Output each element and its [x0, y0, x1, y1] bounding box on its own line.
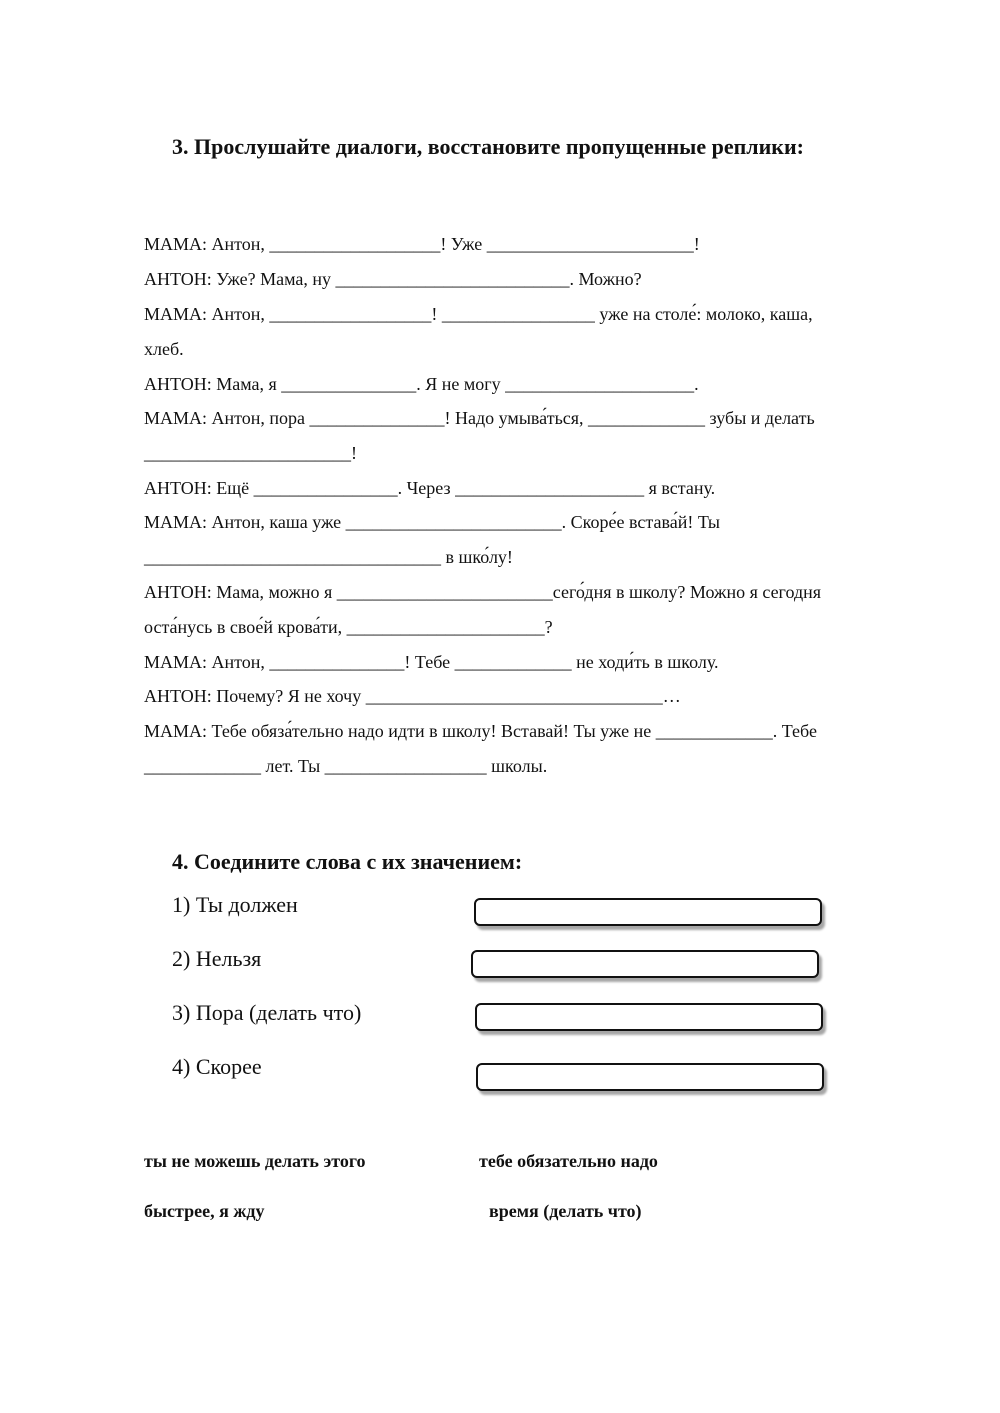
dialogue-line-8: АНТОН: Ещё ________________. Через _____________________ я встану. [144, 478, 716, 498]
match-item-2: 2) Нельзя [172, 946, 262, 971]
option-4[interactable]: время (делать что) [489, 1201, 642, 1221]
match-item-1: 1) Ты должен [172, 892, 298, 917]
match-item-3: 3) Пора (делать что) [172, 1000, 362, 1025]
dialogue-line-3: МАМА: Антон, __________________! _________________ уже на столе́: молоко, каша, [144, 304, 813, 324]
dialogue-line-15: МАМА: Тебе обяза́тельно надо идти в школу! Вставай! Ты уже не _____________. Тебе [144, 721, 817, 741]
dialogue-line-5: АНТОН: Мама, я _______________. Я не могу _____________________. [144, 374, 699, 394]
dialogue-line-7: _______________________! [144, 443, 357, 463]
task-4-heading: 4. Соедините слова с их значением: [172, 849, 523, 874]
dialogue-line-11: АНТОН: Мама, можно я ________________________сего́дня в школу? Можно я сегодня [144, 582, 822, 602]
dialogue-line-12: оста́нусь в свое́й крова́ти, ______________________? [144, 617, 553, 637]
answer-box-3[interactable] [475, 1003, 823, 1031]
dialogue-line-16: _____________ лет. Ты __________________ школы. [144, 756, 548, 776]
dialogue-line-10: _________________________________ в шко́лу! [144, 547, 513, 567]
dialogue-line-9: МАМА: Антон, каша уже ________________________. Скоре́е встава́й! Ты [144, 512, 721, 532]
answer-box-1[interactable] [474, 898, 822, 926]
option-3[interactable]: быстрее, я жду [144, 1201, 265, 1221]
dialogue-line-6: МАМА: Антон, пора _______________! Надо умыва́ться, _____________ зубы и делать [144, 408, 815, 428]
task-3-heading: 3. Прослушайте диалоги, восстановите пропущенные реплики: [172, 134, 804, 159]
dialogue-line-1: МАМА: Антон, ___________________! Уже _______________________! [144, 234, 700, 254]
answer-box-4[interactable] [476, 1063, 824, 1091]
dialogue-line-14: АНТОН: Почему? Я не хочу _________________________________… [144, 686, 681, 706]
dialogue-line-13: МАМА: Антон, _______________! Тебе _____________ не ходи́ть в школу. [144, 652, 719, 672]
option-2[interactable]: тебе обязательно надо [479, 1151, 658, 1171]
dialogue-line-4: хлеб. [144, 339, 184, 359]
answer-box-2[interactable] [471, 950, 819, 978]
dialogue-line-2: АНТОН: Уже? Мама, ну __________________________. Можно? [144, 269, 642, 289]
match-item-4: 4) Скорее [172, 1054, 262, 1079]
option-1[interactable]: ты не можешь делать этого [144, 1151, 366, 1171]
